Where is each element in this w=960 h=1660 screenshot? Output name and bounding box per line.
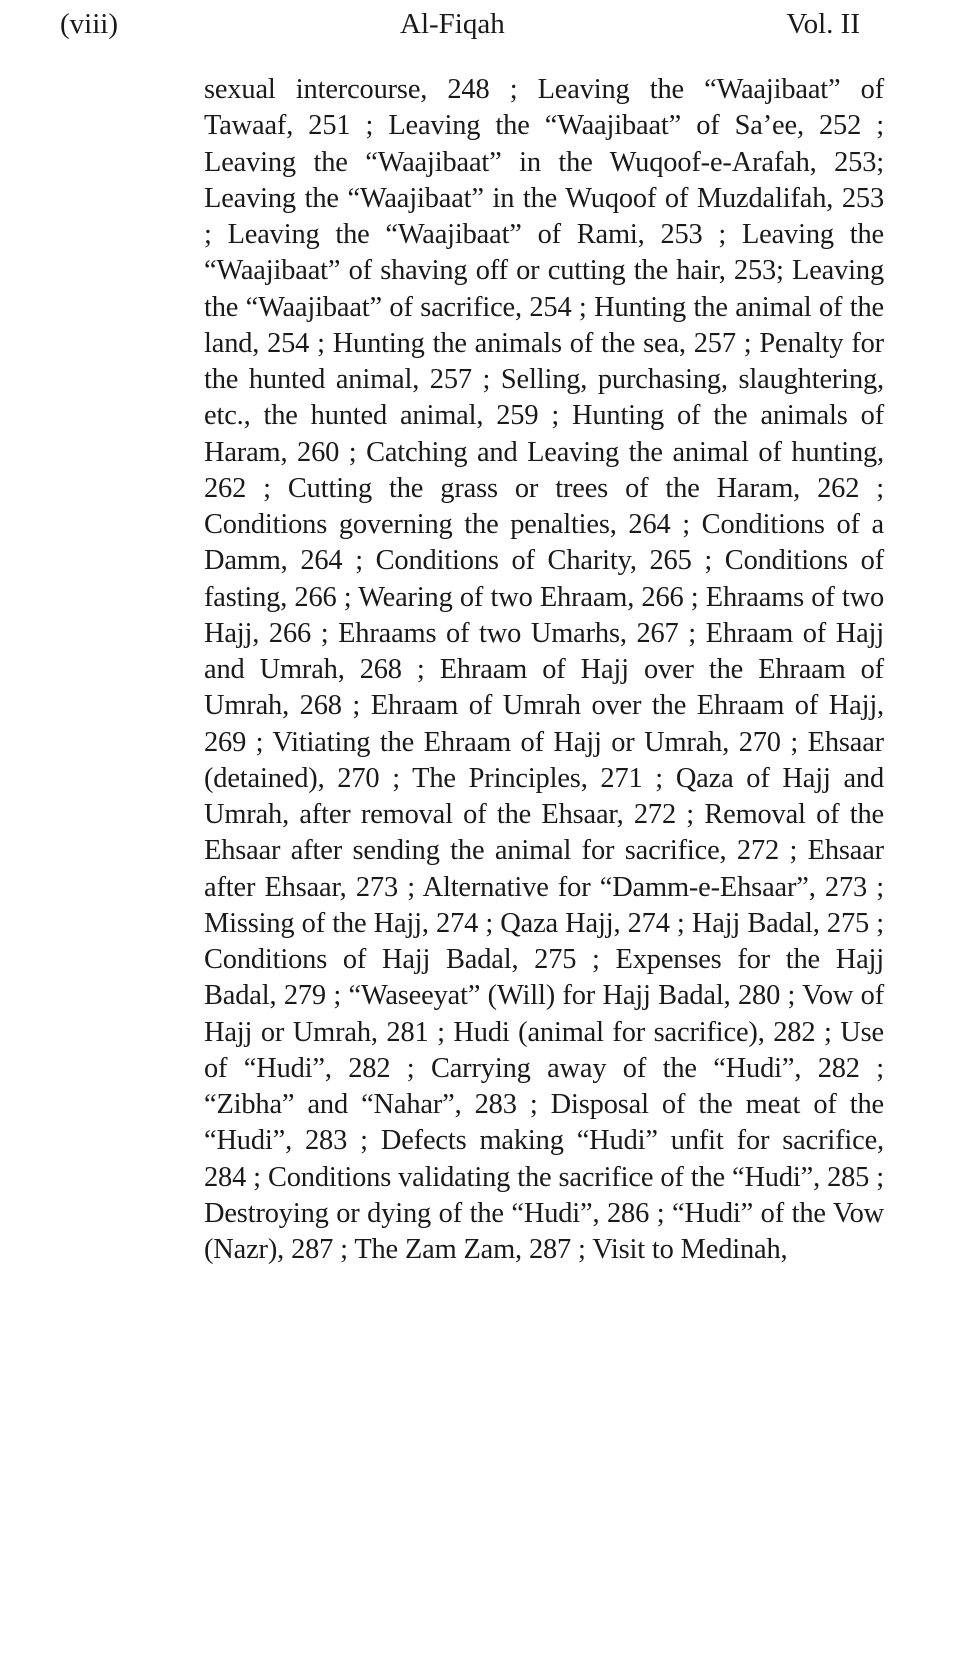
- page-number: (viii): [60, 8, 118, 40]
- volume-label: Vol. II: [786, 8, 860, 40]
- contents-paragraph: sexual intercourse, 248 ; Leaving the “Waajibaat” of Tawaaf, 251 ; Leaving the “Waajibaat” of Sa’ee, 252 ; Leaving the “Waajibaat” in the Wuqoof-e-Arafah, 253; Leaving the “Waajibaat” in the Wuqoof of Muzdalifah, 253 ; Leaving the “Waajibaat” of Rami, 253 ; Leaving the “Waajibaat” of shaving off or cutting the hair, 253; Leaving the “Waajibaat” of sacrifice, 254 ; Hunting the animal of the land, 254 ; Hunting the animals of the sea, 257 ; Penalty for the hunted animal, 257 ; Selling, purchasing, slaughtering, etc., the hunted animal, 259 ; Hunting of the animals of Haram, 260 ; Catching and Leaving the animal of hunting, 262 ; Cutting the grass or trees of the Haram, 262 ; Conditions governing the penalties, 264 ; Conditions of a Damm, 264 ; Conditions of Charity, 265 ; Conditions of fasting, 266 ; Wearing of two Ehraam, 266 ; Ehraams of two Hajj, 266 ; Ehraams of two Umarhs, 267 ; Ehraam of Hajj and Umrah, 268 ; Ehraam of Hajj over the Ehraam of Umrah, 268 ; Ehraam of Umrah over the Ehraam of Hajj, 269 ; Vitiating the Ehraam of Hajj or Umrah, 270 ; Ehsaar (detained), 270 ; The Principles, 271 ; Qaza of Hajj and Umrah, after removal of the Ehsaar, 272 ; Removal of the Ehsaar after sending the animal for sacrifice, 272 ; Ehsaar after Ehsaar, 273 ; Alternative for “Damm-e-Ehsaar”, 273 ; Missing of the Hajj, 274 ; Qaza Hajj, 274 ; Hajj Badal, 275 ; Conditions of Hajj Badal, 275 ; Expenses for the Hajj Badal, 279 ; “Waseeyat” (Will) for Hajj Badal, 280 ; Vow of Hajj or Umrah, 281 ; Hudi (animal for sacrifice), 282 ; Use of “Hudi”, 282 ; Carrying away of the “Hudi”, 282 ; “Zibha” and “Nahar”, 283 ; Disposal of the meat of the “Hudi”, 283 ; Defects making “Hudi” unfit for sacrifice, 284 ; Conditions validating the sacrifice of the “Hudi”, 285 ; Destroying or dying of the “Hudi”, 286 ; “Hudi” of the Vow (Nazr), 287 ; The Zam Zam, 287 ; Visit to Medinah,: [204, 74, 884, 1265]
- page-header: [60, 4, 860, 44]
- book-title: Al-Fiqah: [400, 8, 505, 40]
